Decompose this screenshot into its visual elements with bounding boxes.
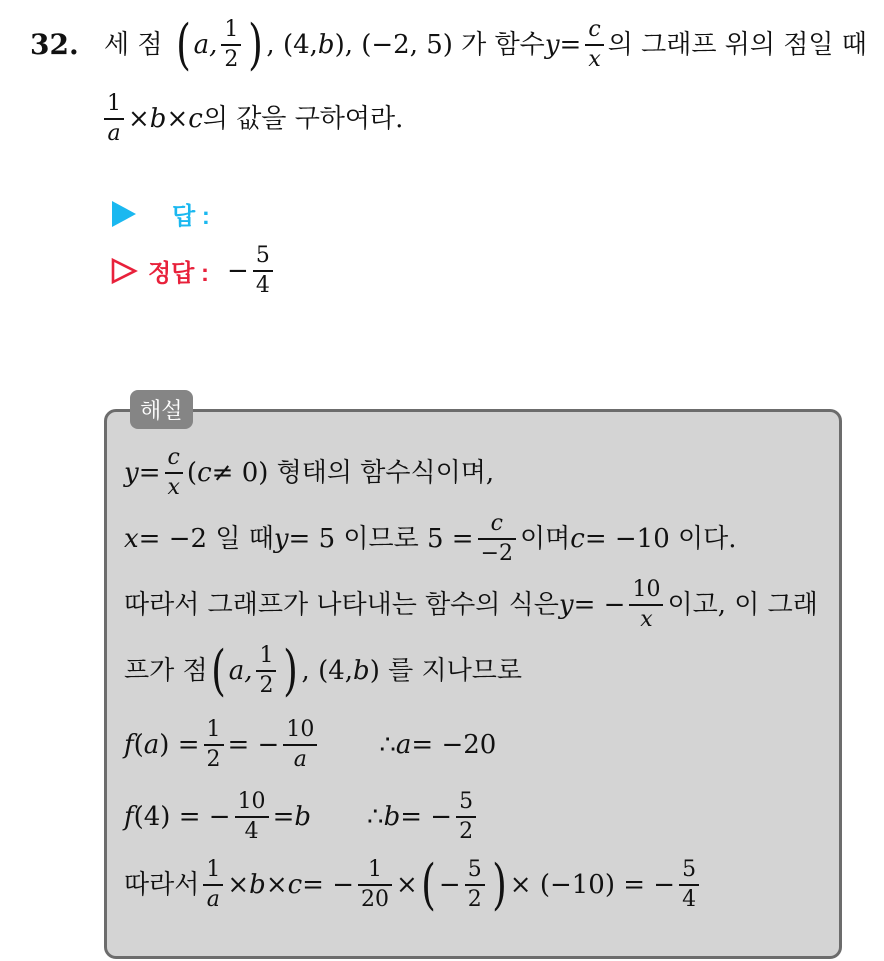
problem-line-1 xyxy=(104,13,867,76)
text: = − xyxy=(227,729,280,760)
var-c: c xyxy=(188,103,203,134)
solution-line-4 xyxy=(124,639,522,702)
times: × xyxy=(128,103,150,134)
var-y: y xyxy=(124,457,139,488)
minus-sign: − xyxy=(227,255,249,286)
fraction xyxy=(203,858,223,912)
var-b: b xyxy=(353,656,370,686)
var-c: c xyxy=(197,457,212,488)
var-b: b xyxy=(294,801,312,832)
numerator: 1 xyxy=(368,857,383,883)
text: 의 그래프 위의 점일 때 xyxy=(607,30,867,60)
solution-line-1 xyxy=(124,446,494,500)
paren-left: ( xyxy=(175,13,191,76)
var-c: c xyxy=(570,523,585,554)
fraction xyxy=(465,858,485,912)
var-b: b xyxy=(317,30,335,60)
numerator: 5 xyxy=(467,857,482,883)
solution-line-3 xyxy=(124,578,818,632)
denominator: 4 xyxy=(244,818,259,844)
text: , (4, xyxy=(266,30,318,60)
fraction xyxy=(204,718,224,772)
numerator: 5 xyxy=(682,857,697,883)
solution-tag: 해설 xyxy=(130,390,193,429)
text: = − xyxy=(400,801,453,832)
numerator: 10 xyxy=(632,577,661,602)
text: = 5 이므로 5 = xyxy=(288,523,474,554)
fraction xyxy=(585,18,603,72)
times: × xyxy=(396,870,418,900)
minus-sign: − xyxy=(438,870,461,900)
fraction xyxy=(283,718,317,772)
numerator: 1 xyxy=(224,17,239,43)
numerator: 1 xyxy=(107,91,121,116)
denominator: x xyxy=(167,474,180,500)
text: ( xyxy=(186,457,198,488)
text: 프가 점 xyxy=(124,656,208,686)
denominator: a xyxy=(293,746,307,772)
denominator: a xyxy=(206,886,220,912)
text: 따라서 xyxy=(124,870,200,900)
var-y: y xyxy=(558,589,574,620)
answer-label: 답 : xyxy=(172,203,210,230)
text: = −2 일 때 xyxy=(138,523,274,554)
numerator: 5 xyxy=(255,243,270,268)
var-c: c xyxy=(287,870,303,900)
var-y: y xyxy=(544,30,560,60)
var-b: b xyxy=(249,870,266,900)
paren-right: ) xyxy=(283,639,299,702)
denominator: 2 xyxy=(467,886,482,912)
fraction xyxy=(104,92,124,146)
denominator: a xyxy=(107,120,121,146)
var-f: f xyxy=(124,729,134,760)
denominator: 2 xyxy=(459,818,474,844)
times: × xyxy=(166,103,189,134)
text: ) = xyxy=(159,729,200,760)
fraction xyxy=(456,790,476,844)
numerator: 10 xyxy=(237,789,266,814)
text: 이며 xyxy=(520,523,571,554)
numerator: 1 xyxy=(259,643,274,669)
times: × xyxy=(265,870,288,900)
denominator: x xyxy=(640,606,653,632)
text: 따라서 그래프가 나타내는 함수의 식은 xyxy=(124,589,559,620)
fraction xyxy=(629,578,663,632)
problem-number: 32. xyxy=(30,28,79,61)
denominator: 20 xyxy=(361,886,390,912)
denominator: 2 xyxy=(259,672,274,698)
text: = −10 이다. xyxy=(584,523,737,554)
text: = xyxy=(559,30,582,60)
var-f: f xyxy=(124,801,134,832)
text: ≠ 0) 형태의 함수식이며, xyxy=(211,457,495,488)
text: = −20 xyxy=(411,729,497,760)
numerator: c xyxy=(167,445,180,470)
text: ), (−2, 5) 가 함수 xyxy=(334,30,545,60)
text: , (4, xyxy=(301,656,354,686)
var-a: a, xyxy=(228,656,253,686)
numerator: 5 xyxy=(459,789,474,814)
fraction xyxy=(235,790,269,844)
denominator: x xyxy=(588,46,601,72)
text: 이고, 이 그래 xyxy=(667,589,818,620)
text: 의 값을 구하여라. xyxy=(202,103,404,134)
denominator: 2 xyxy=(224,46,239,72)
paren-right: ) xyxy=(248,13,264,76)
text: ) 를 지나므로 xyxy=(369,656,522,686)
var-y: y xyxy=(273,523,289,554)
var-a: a xyxy=(395,729,412,760)
numerator: c xyxy=(588,17,601,43)
denominator: 4 xyxy=(682,886,697,912)
var-b: b xyxy=(383,801,401,832)
fraction xyxy=(679,858,699,912)
text: × (−10) = − xyxy=(509,870,676,900)
var-a: a xyxy=(143,729,160,760)
var-a: a, xyxy=(193,30,218,60)
fraction xyxy=(221,18,241,72)
answer-fraction xyxy=(253,244,273,298)
numerator: c xyxy=(490,511,503,536)
var-x: x xyxy=(124,523,139,554)
denominator: 2 xyxy=(206,746,221,772)
fraction xyxy=(358,858,392,912)
var-b: b xyxy=(149,103,167,134)
correct-answer-label: 정답 : xyxy=(148,260,210,288)
paren-left: ( xyxy=(420,853,436,916)
solution-line-6 xyxy=(124,790,480,844)
denominator: 4 xyxy=(255,272,270,298)
denominator: −2 xyxy=(480,540,514,566)
solution-line-5 xyxy=(124,718,496,772)
paren-left: ( xyxy=(210,639,226,702)
text: = − xyxy=(573,589,626,620)
solution-line-7 xyxy=(124,853,703,916)
correct-answer-row xyxy=(110,244,277,298)
text: ( xyxy=(133,729,144,760)
text: 세 점 xyxy=(104,30,163,60)
therefore-symbol: ∴ xyxy=(379,729,396,760)
text: = xyxy=(138,457,161,488)
fraction xyxy=(165,446,183,500)
numerator: 10 xyxy=(286,717,315,742)
times: × xyxy=(227,870,250,900)
fraction xyxy=(256,644,276,698)
numerator: 1 xyxy=(206,857,221,883)
text: = xyxy=(272,801,295,832)
text: = − xyxy=(302,870,355,900)
therefore-symbol: ∴ xyxy=(367,801,384,832)
solution-line-2 xyxy=(124,512,737,566)
paren-right: ) xyxy=(491,853,507,916)
text: (4) = − xyxy=(133,801,231,832)
answer-row xyxy=(112,196,210,231)
problem-line-2 xyxy=(104,92,403,146)
numerator: 1 xyxy=(206,717,221,742)
fraction xyxy=(478,512,516,566)
play-filled-icon xyxy=(112,201,136,227)
play-outline-icon xyxy=(110,257,138,285)
